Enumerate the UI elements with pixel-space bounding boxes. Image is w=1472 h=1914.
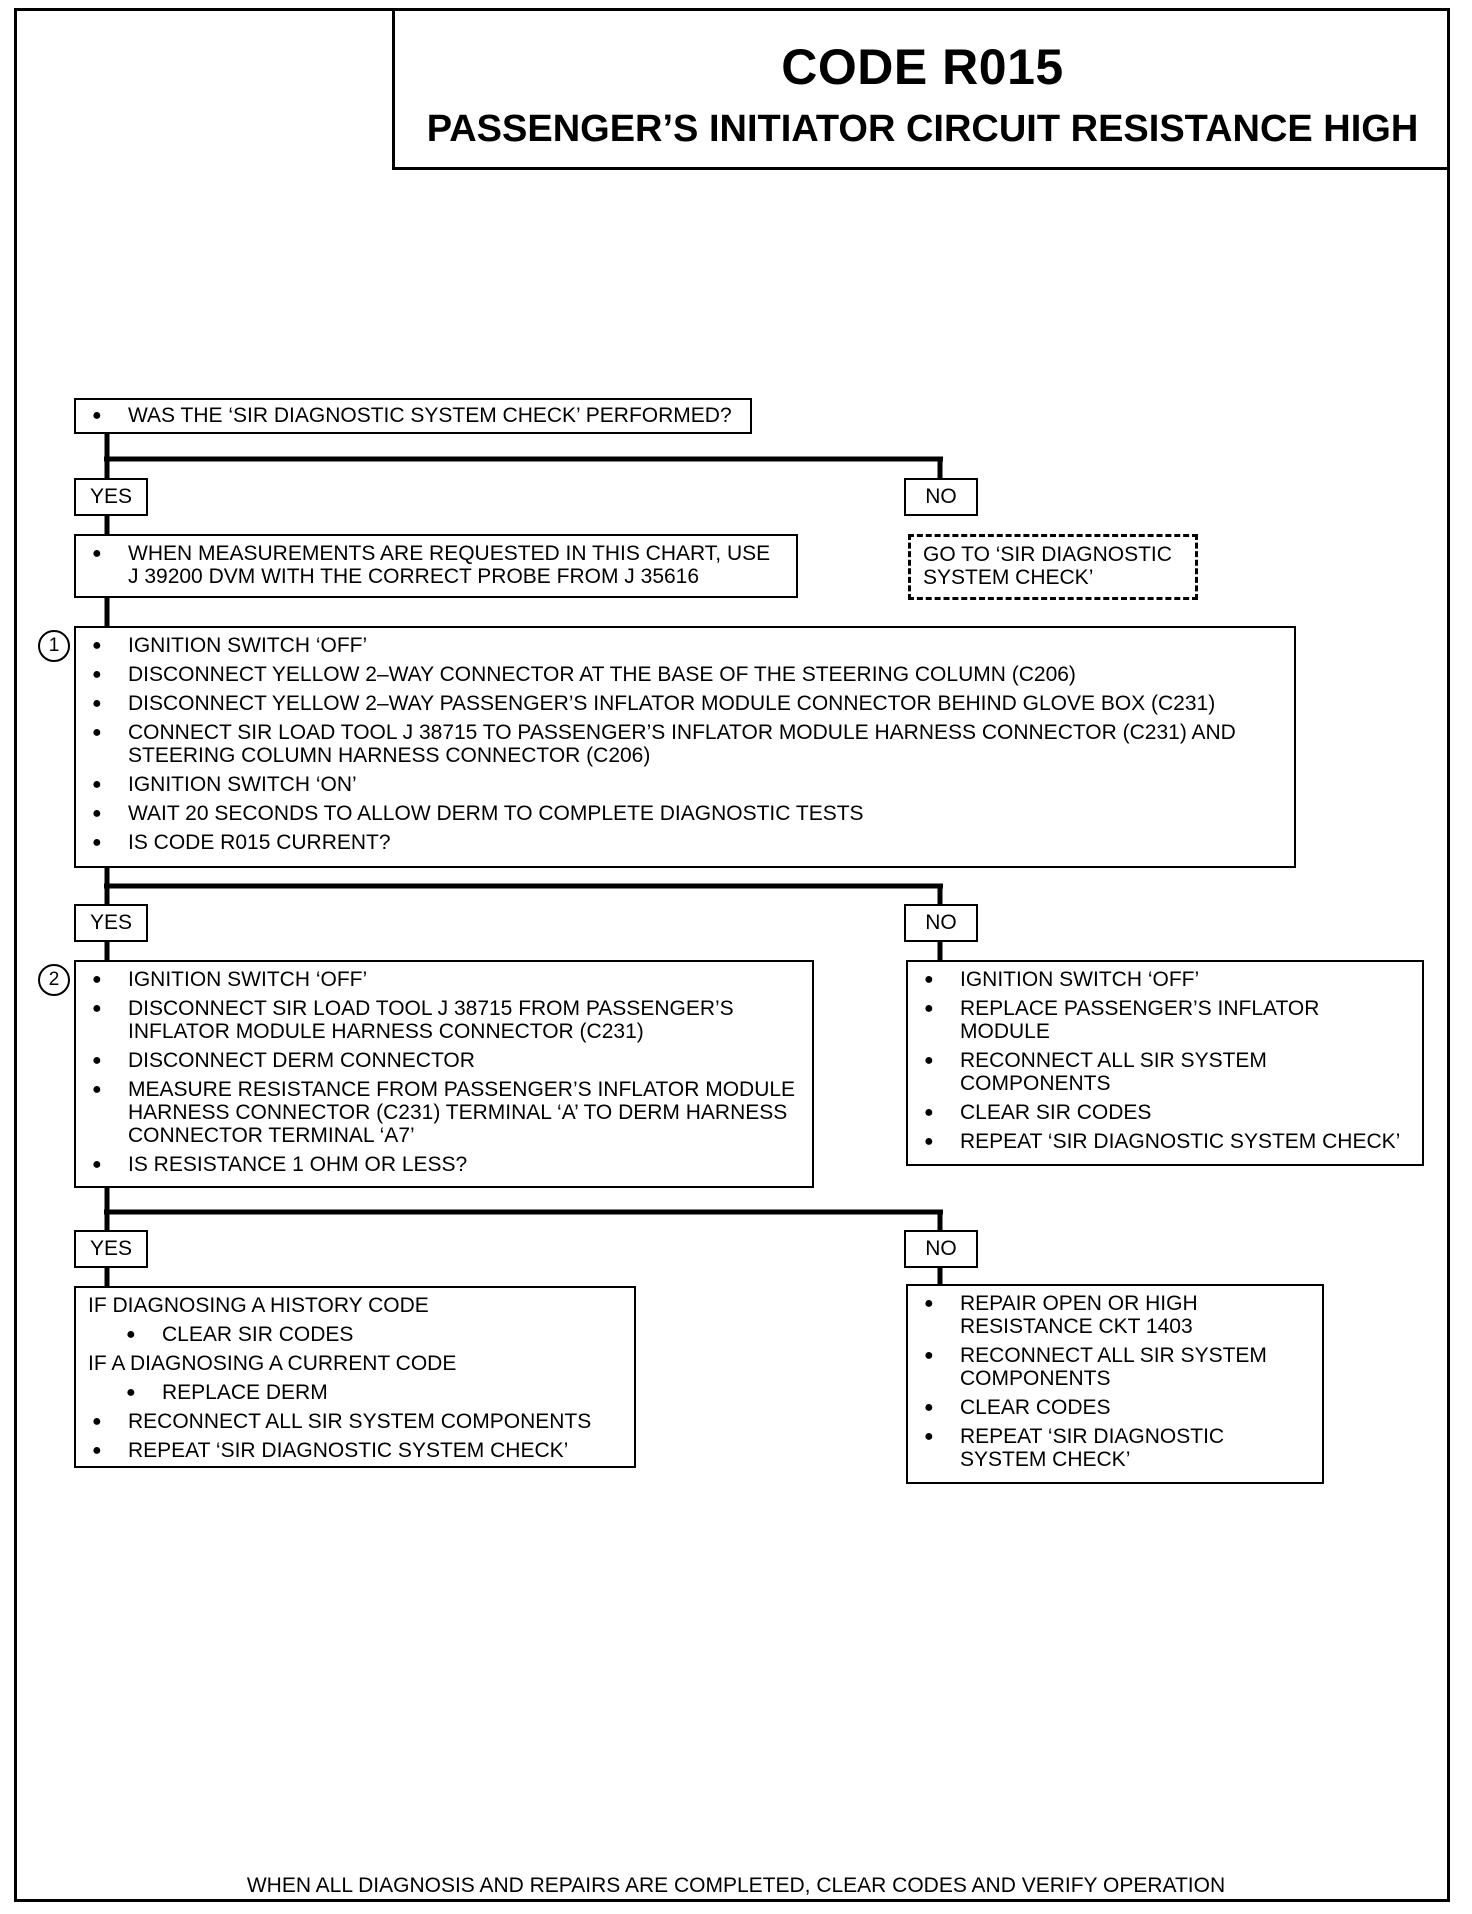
no1-item: ● REPEAT ‘SIR DIAGNOSTIC SYSTEM CHECK’ [920, 1130, 1412, 1153]
no-result-repair-circuit [906, 1284, 1324, 1484]
step-1-item: ● IS CODE R015 CURRENT? [88, 831, 1284, 854]
no1-item: ● REPLACE PASSENGER’S INFLATOR MODULE [920, 997, 1412, 1043]
no1-item: ● IGNITION SWITCH ‘OFF’ [920, 968, 1412, 991]
question-sir-check-performed [74, 398, 752, 434]
step-1-item: ● DISCONNECT YELLOW 2–WAY PASSENGER’S INFLATOR MODULE CONNECTOR BEHIND GLOVE BOX (C231) [88, 692, 1284, 715]
footer-note: WHEN ALL DIAGNOSIS AND REPAIRS ARE COMPLETED, CLEAR CODES AND VERIFY OPERATION [246, 1874, 1226, 1897]
goto-sir-check-box [908, 534, 1198, 600]
yes2-item: ● RECONNECT ALL SIR SYSTEM COMPONENTS [88, 1410, 624, 1433]
step-1-item: ● CONNECT SIR LOAD TOOL J 38715 TO PASSENGER’S INFLATOR MODULE HARNESS CONNECTOR (C231) AND STEERING COLUMN HARNESS CONNECTOR (C206) [88, 721, 1284, 767]
no2-item: ● REPAIR OPEN OR HIGH RESISTANCE CKT 1403 [920, 1292, 1312, 1338]
goto-sir-check-text: GO TO ‘SIR DIAGNOSTIC SYSTEM CHECK’ [923, 543, 1172, 589]
no2-item: ● REPEAT ‘SIR DIAGNOSTIC SYSTEM CHECK’ [920, 1425, 1312, 1471]
question-text: ● WAS THE ‘SIR DIAGNOSTIC SYSTEM CHECK’ PERFORMED? [88, 404, 740, 427]
yes-label-2: YES [74, 904, 148, 942]
step-1-item: ● DISCONNECT YELLOW 2–WAY CONNECTOR AT THE BASE OF THE STEERING COLUMN (C206) [88, 663, 1284, 686]
step-2-item: ● DISCONNECT SIR LOAD TOOL J 38715 FROM PASSENGER’S INFLATOR MODULE HARNESS CONNECTOR (C231) [88, 997, 802, 1043]
current-code-heading: IF A DIAGNOSING A CURRENT CODE [88, 1352, 457, 1375]
page-title: CODE R015 [781, 39, 1064, 95]
no-label-3: NO [904, 1230, 978, 1268]
no-result-replace-module [906, 960, 1424, 1166]
step-2-box [74, 960, 814, 1188]
yes-label-3: YES [74, 1230, 148, 1268]
step-2-item: ● IGNITION SWITCH ‘OFF’ [88, 968, 802, 991]
page-subtitle: PASSENGER’S INITIATOR CIRCUIT RESISTANCE HIGH [426, 108, 1419, 150]
measurement-note-text: ● WHEN MEASUREMENTS ARE REQUESTED IN THIS CHART, USE J 39200 DVM WITH THE CORRECT PROBE FROM J 35616 [88, 542, 786, 588]
step-1-box [74, 626, 1296, 868]
no2-item: ● CLEAR CODES [920, 1396, 1312, 1419]
no-label-2: NO [904, 904, 978, 942]
measurement-note [74, 534, 798, 598]
step-1-item: ● IGNITION SWITCH ‘OFF’ [88, 634, 1284, 657]
no-label-1: NO [904, 478, 978, 516]
no1-item: ● RECONNECT ALL SIR SYSTEM COMPONENTS [920, 1049, 1412, 1095]
no1-item: ● CLEAR SIR CODES [920, 1101, 1412, 1124]
no2-item: ● RECONNECT ALL SIR SYSTEM COMPONENTS [920, 1344, 1312, 1390]
step-1-marker: 1 [38, 630, 70, 662]
step-1-item: ● IGNITION SWITCH ‘ON’ [88, 773, 1284, 796]
step-2-item: ● DISCONNECT DERM CONNECTOR [88, 1049, 802, 1072]
step-2-marker: 2 [38, 964, 70, 996]
step-1-item: ● WAIT 20 SECONDS TO ALLOW DERM TO COMPLETE DIAGNOSTIC TESTS [88, 802, 1284, 825]
history-code-heading: IF DIAGNOSING A HISTORY CODE [88, 1294, 429, 1317]
history-code-action: ● CLEAR SIR CODES [88, 1323, 624, 1346]
yes-label-1: YES [74, 478, 148, 516]
step-2-item: ● MEASURE RESISTANCE FROM PASSENGER’S INFLATOR MODULE HARNESS CONNECTOR (C231) TERMINAL ‘A’ TO DERM HARNESS CONNECTOR TERMINAL ‘A7’ [88, 1078, 802, 1147]
step-2-item: ● IS RESISTANCE 1 OHM OR LESS? [88, 1153, 802, 1176]
yes-result-clear-or-replace-derm [74, 1286, 636, 1468]
current-code-action: ● REPLACE DERM [88, 1381, 624, 1404]
yes2-item: ● REPEAT ‘SIR DIAGNOSTIC SYSTEM CHECK’ [88, 1439, 624, 1462]
